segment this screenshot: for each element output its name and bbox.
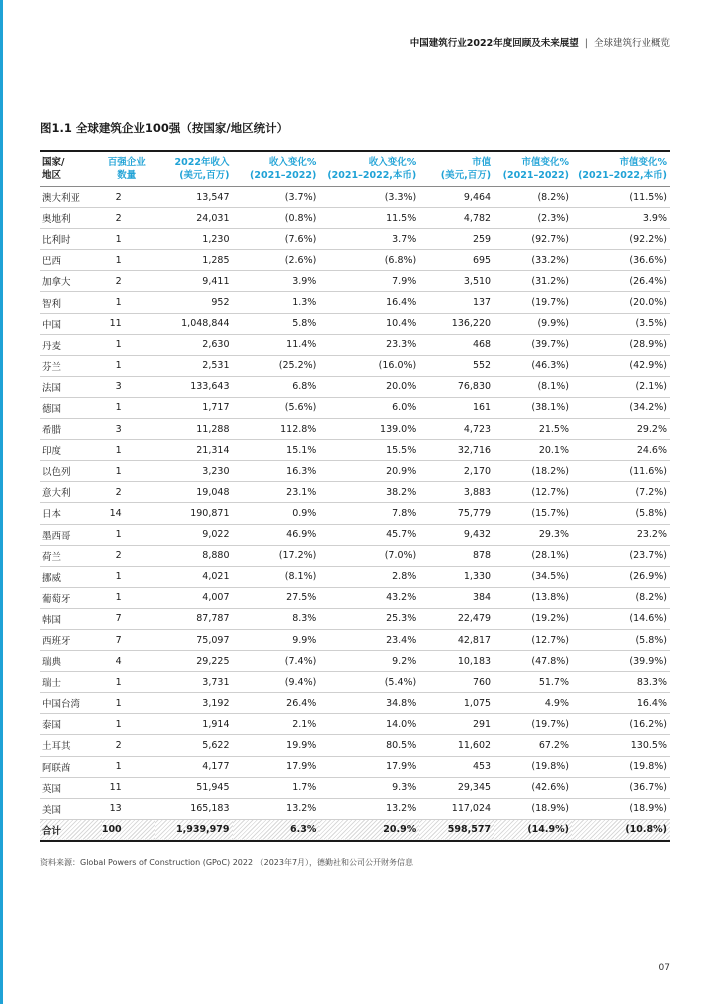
value-cell: (8.1%)	[233, 566, 320, 587]
value-cell: 161	[419, 397, 494, 418]
value-cell: 2	[102, 482, 155, 503]
table-row	[40, 292, 670, 313]
value-cell: 1,717	[155, 397, 233, 418]
value-cell: 29,345	[419, 777, 494, 798]
value-cell: 695	[419, 250, 494, 271]
value-cell: 80.5%	[319, 735, 419, 756]
value-cell: 11,288	[155, 419, 233, 440]
value-cell: (7.0%)	[319, 545, 419, 566]
table-row	[40, 397, 670, 418]
header-cell: 市值变化% (2021–2022,本币)	[572, 151, 670, 187]
value-cell: 1	[102, 250, 155, 271]
value-cell: 19,048	[155, 482, 233, 503]
value-cell: 20.9%	[319, 819, 419, 841]
value-cell: 32,716	[419, 440, 494, 461]
country-cell: 合计	[40, 819, 102, 841]
value-cell: (31.2%)	[494, 271, 572, 292]
value-cell: (9.4%)	[233, 672, 320, 693]
value-cell: (5.8%)	[572, 503, 670, 524]
value-cell: 136,220	[419, 313, 494, 334]
value-cell: 190,871	[155, 503, 233, 524]
value-cell: (7.2%)	[572, 482, 670, 503]
value-cell: 9,411	[155, 271, 233, 292]
value-cell: 16.4%	[319, 292, 419, 313]
value-cell: 1,330	[419, 566, 494, 587]
value-cell: 112.8%	[233, 419, 320, 440]
value-cell: 11.5%	[319, 208, 419, 229]
value-cell: 42,817	[419, 629, 494, 650]
value-cell: (5.6%)	[233, 397, 320, 418]
value-cell: 878	[419, 545, 494, 566]
value-cell: 9,464	[419, 187, 494, 208]
value-cell: 1	[102, 714, 155, 735]
value-cell: 4,782	[419, 208, 494, 229]
value-cell: 2,170	[419, 461, 494, 482]
value-cell: 1	[102, 461, 155, 482]
value-cell: 16.4%	[572, 693, 670, 714]
country-cell: 瑞士	[40, 672, 102, 693]
value-cell: 23.3%	[319, 334, 419, 355]
value-cell: 67.2%	[494, 735, 572, 756]
page-header	[410, 35, 670, 49]
value-cell: (19.2%)	[494, 608, 572, 629]
table-row	[40, 735, 670, 756]
country-cell: 葡萄牙	[40, 587, 102, 608]
value-cell: 1	[102, 524, 155, 545]
value-cell: 10.4%	[319, 313, 419, 334]
table-row	[40, 608, 670, 629]
value-cell: (3.3%)	[319, 187, 419, 208]
value-cell: (7.4%)	[233, 651, 320, 672]
value-cell: 5,622	[155, 735, 233, 756]
value-cell: (23.7%)	[572, 545, 670, 566]
value-cell: (16.2%)	[572, 714, 670, 735]
value-cell: 19.9%	[233, 735, 320, 756]
value-cell: 6.0%	[319, 397, 419, 418]
value-cell: (18.9%)	[494, 798, 572, 819]
value-cell: 51.7%	[494, 672, 572, 693]
value-cell: (28.1%)	[494, 545, 572, 566]
header-cell: 百强企业 数量	[102, 151, 155, 187]
value-cell: 1	[102, 397, 155, 418]
header-section: 全球建筑行业概览	[593, 38, 670, 49]
value-cell: 26.4%	[233, 693, 320, 714]
table-row	[40, 693, 670, 714]
value-cell: 100	[102, 819, 155, 841]
value-cell: 21.5%	[494, 419, 572, 440]
value-cell: 9.3%	[319, 777, 419, 798]
value-cell: 7.9%	[319, 271, 419, 292]
country-stats-table	[40, 150, 670, 842]
value-cell: 11,602	[419, 735, 494, 756]
value-cell: (14.6%)	[572, 608, 670, 629]
value-cell: 11	[102, 777, 155, 798]
value-cell: 291	[419, 714, 494, 735]
value-cell: 2	[102, 735, 155, 756]
table-row	[40, 566, 670, 587]
value-cell: (2.3%)	[494, 208, 572, 229]
value-cell: 21,314	[155, 440, 233, 461]
value-cell: 23.1%	[233, 482, 320, 503]
value-cell: 34.8%	[319, 693, 419, 714]
value-cell: 1	[102, 756, 155, 777]
table-row	[40, 461, 670, 482]
value-cell: (18.9%)	[572, 798, 670, 819]
country-cell: 希腊	[40, 419, 102, 440]
value-cell: 17.9%	[319, 756, 419, 777]
value-cell: 3.9%	[572, 208, 670, 229]
value-cell: (47.8%)	[494, 651, 572, 672]
value-cell: 1,075	[419, 693, 494, 714]
country-cell: 英国	[40, 777, 102, 798]
country-cell: 奥地利	[40, 208, 102, 229]
country-cell: 比利时	[40, 229, 102, 250]
value-cell: 20.9%	[319, 461, 419, 482]
table-row	[40, 355, 670, 376]
value-cell: 453	[419, 756, 494, 777]
value-cell: 1,914	[155, 714, 233, 735]
value-cell: 20.0%	[319, 376, 419, 397]
value-cell: 24.6%	[572, 440, 670, 461]
value-cell: 87,787	[155, 608, 233, 629]
value-cell: (2.6%)	[233, 250, 320, 271]
value-cell: (15.7%)	[494, 503, 572, 524]
value-cell: 7.8%	[319, 503, 419, 524]
value-cell: (12.7%)	[494, 629, 572, 650]
value-cell: 6.8%	[233, 376, 320, 397]
value-cell: 23.2%	[572, 524, 670, 545]
value-cell: 16.3%	[233, 461, 320, 482]
value-cell: 1,230	[155, 229, 233, 250]
value-cell: (16.0%)	[319, 355, 419, 376]
country-cell: 西班牙	[40, 629, 102, 650]
value-cell: 14.0%	[319, 714, 419, 735]
value-cell: (34.5%)	[494, 566, 572, 587]
country-cell: 土耳其	[40, 735, 102, 756]
country-cell: 澳大利亚	[40, 187, 102, 208]
value-cell: 1	[102, 672, 155, 693]
value-cell: 9.9%	[233, 629, 320, 650]
value-cell: 4,021	[155, 566, 233, 587]
country-cell: 美国	[40, 798, 102, 819]
value-cell: 598,577	[419, 819, 494, 841]
value-cell: (46.3%)	[494, 355, 572, 376]
value-cell: (33.2%)	[494, 250, 572, 271]
value-cell: (13.8%)	[494, 587, 572, 608]
country-cell: 中国	[40, 313, 102, 334]
value-cell: 3	[102, 419, 155, 440]
header-cell: 国家/ 地区	[40, 151, 102, 187]
header-cell: 市值变化% (2021–2022)	[494, 151, 572, 187]
value-cell: 1	[102, 566, 155, 587]
value-cell: (42.6%)	[494, 777, 572, 798]
value-cell: (19.7%)	[494, 714, 572, 735]
value-cell: 1.7%	[233, 777, 320, 798]
value-cell: 24,031	[155, 208, 233, 229]
value-cell: 13,547	[155, 187, 233, 208]
value-cell: 384	[419, 587, 494, 608]
value-cell: 4,723	[419, 419, 494, 440]
value-cell: (11.6%)	[572, 461, 670, 482]
value-cell: 22,479	[419, 608, 494, 629]
source-note: 资料来源：Global Powers of Construction (GPoC) 2022 （2023年7月），德勤社和公司公开财务信息	[40, 858, 414, 867]
value-cell: 259	[419, 229, 494, 250]
value-cell: (92.2%)	[572, 229, 670, 250]
value-cell: 3,883	[419, 482, 494, 503]
value-cell: 2	[102, 545, 155, 566]
figure-title: 图1.1 全球建筑企业100强（按国家/地区统计）	[40, 121, 289, 135]
country-cell: 日本	[40, 503, 102, 524]
value-cell: 15.5%	[319, 440, 419, 461]
value-cell: 3,230	[155, 461, 233, 482]
table-row	[40, 208, 670, 229]
value-cell: 760	[419, 672, 494, 693]
value-cell: 29.2%	[572, 419, 670, 440]
value-cell: 3,731	[155, 672, 233, 693]
value-cell: 76,830	[419, 376, 494, 397]
value-cell: 2,630	[155, 334, 233, 355]
value-cell: 4	[102, 651, 155, 672]
value-cell: 17.9%	[233, 756, 320, 777]
table-row	[40, 376, 670, 397]
value-cell: 3.7%	[319, 229, 419, 250]
country-cell: 印度	[40, 440, 102, 461]
table-row	[40, 440, 670, 461]
value-cell: (36.7%)	[572, 777, 670, 798]
table-row	[40, 672, 670, 693]
value-cell: 15.1%	[233, 440, 320, 461]
table-row	[40, 756, 670, 777]
value-cell: 13	[102, 798, 155, 819]
country-cell: 意大利	[40, 482, 102, 503]
table-row	[40, 503, 670, 524]
table-row	[40, 629, 670, 650]
value-cell: 13.2%	[319, 798, 419, 819]
country-cell: 法国	[40, 376, 102, 397]
value-cell: 117,024	[419, 798, 494, 819]
value-cell: (5.8%)	[572, 629, 670, 650]
value-cell: 1	[102, 355, 155, 376]
table-body	[40, 187, 670, 841]
value-cell: (26.4%)	[572, 271, 670, 292]
value-cell: 6.3%	[233, 819, 320, 841]
header-separator: |	[584, 38, 588, 49]
country-cell: 丹麦	[40, 334, 102, 355]
value-cell: 139.0%	[319, 419, 419, 440]
value-cell: (92.7%)	[494, 229, 572, 250]
value-cell: 1.3%	[233, 292, 320, 313]
table-row	[40, 271, 670, 292]
table-row	[40, 482, 670, 503]
value-cell: (20.0%)	[572, 292, 670, 313]
value-cell: (42.9%)	[572, 355, 670, 376]
value-cell: (19.7%)	[494, 292, 572, 313]
value-cell: 1,285	[155, 250, 233, 271]
table-row	[40, 587, 670, 608]
table-row	[40, 250, 670, 271]
header-cell: 收入变化% (2021–2022,本币)	[319, 151, 419, 187]
value-cell: (5.4%)	[319, 672, 419, 693]
value-cell: 8.3%	[233, 608, 320, 629]
table-row	[40, 419, 670, 440]
value-cell: (7.6%)	[233, 229, 320, 250]
value-cell: 27.5%	[233, 587, 320, 608]
value-cell: 83.3%	[572, 672, 670, 693]
table-row	[40, 714, 670, 735]
value-cell: 45.7%	[319, 524, 419, 545]
value-cell: 9,432	[419, 524, 494, 545]
table-row	[40, 777, 670, 798]
header-doc-title: 中国建筑行业2022年度回顾及未来展望	[409, 38, 579, 49]
value-cell: 25.3%	[319, 608, 419, 629]
value-cell: 1	[102, 334, 155, 355]
value-cell: 10,183	[419, 651, 494, 672]
value-cell: 43.2%	[319, 587, 419, 608]
value-cell: (10.8%)	[572, 819, 670, 841]
value-cell: 3,192	[155, 693, 233, 714]
country-cell: 荷兰	[40, 545, 102, 566]
value-cell: 4,177	[155, 756, 233, 777]
page-number: 07	[658, 963, 670, 973]
value-cell: 1	[102, 440, 155, 461]
value-cell: 7	[102, 608, 155, 629]
value-cell: (0.8%)	[233, 208, 320, 229]
left-accent-bar	[0, 0, 3, 1004]
value-cell: 552	[419, 355, 494, 376]
country-cell: 挪威	[40, 566, 102, 587]
value-cell: (28.9%)	[572, 334, 670, 355]
value-cell: 1	[102, 693, 155, 714]
value-cell: 20.1%	[494, 440, 572, 461]
value-cell: (2.1%)	[572, 376, 670, 397]
table-header-row	[40, 151, 670, 187]
country-cell: 德国	[40, 397, 102, 418]
value-cell: (17.2%)	[233, 545, 320, 566]
value-cell: 165,183	[155, 798, 233, 819]
country-cell: 韩国	[40, 608, 102, 629]
value-cell: (26.9%)	[572, 566, 670, 587]
value-cell: 130.5%	[572, 735, 670, 756]
value-cell: 46.9%	[233, 524, 320, 545]
table-row	[40, 798, 670, 819]
value-cell: 1	[102, 229, 155, 250]
value-cell: 4,007	[155, 587, 233, 608]
value-cell: 4.9%	[494, 693, 572, 714]
value-cell: 8,880	[155, 545, 233, 566]
table-row	[40, 229, 670, 250]
value-cell: 7	[102, 629, 155, 650]
value-cell: 14	[102, 503, 155, 524]
value-cell: (8.2%)	[494, 187, 572, 208]
table-row	[40, 334, 670, 355]
value-cell: (14.9%)	[494, 819, 572, 841]
value-cell: (11.5%)	[572, 187, 670, 208]
value-cell: (19.8%)	[572, 756, 670, 777]
value-cell: (6.8%)	[319, 250, 419, 271]
value-cell: (39.9%)	[572, 651, 670, 672]
value-cell: 1,048,844	[155, 313, 233, 334]
table-total-row	[40, 819, 670, 841]
value-cell: 13.2%	[233, 798, 320, 819]
table-row	[40, 187, 670, 208]
value-cell: (38.1%)	[494, 397, 572, 418]
value-cell: 75,779	[419, 503, 494, 524]
value-cell: 11	[102, 313, 155, 334]
value-cell: 133,643	[155, 376, 233, 397]
value-cell: (34.2%)	[572, 397, 670, 418]
value-cell: 5.8%	[233, 313, 320, 334]
value-cell: (3.7%)	[233, 187, 320, 208]
value-cell: 1,939,979	[155, 819, 233, 841]
value-cell: 2	[102, 187, 155, 208]
country-cell: 芬兰	[40, 355, 102, 376]
value-cell: (3.5%)	[572, 313, 670, 334]
value-cell: 3.9%	[233, 271, 320, 292]
value-cell: (9.9%)	[494, 313, 572, 334]
value-cell: 2	[102, 271, 155, 292]
value-cell: (8.2%)	[572, 587, 670, 608]
value-cell: 468	[419, 334, 494, 355]
value-cell: 1	[102, 292, 155, 313]
table-row	[40, 313, 670, 334]
value-cell: 3	[102, 376, 155, 397]
country-cell: 以色列	[40, 461, 102, 482]
value-cell: (19.8%)	[494, 756, 572, 777]
country-cell: 巴西	[40, 250, 102, 271]
country-cell: 瑞典	[40, 651, 102, 672]
value-cell: (25.2%)	[233, 355, 320, 376]
value-cell: 2,531	[155, 355, 233, 376]
value-cell: 38.2%	[319, 482, 419, 503]
value-cell: 29.3%	[494, 524, 572, 545]
table-row	[40, 545, 670, 566]
table-row	[40, 651, 670, 672]
header-cell: 市值 (美元,百万)	[419, 151, 494, 187]
value-cell: (36.6%)	[572, 250, 670, 271]
value-cell: 75,097	[155, 629, 233, 650]
country-cell: 中国台湾	[40, 693, 102, 714]
value-cell: 2.8%	[319, 566, 419, 587]
value-cell: 0.9%	[233, 503, 320, 524]
table-row	[40, 524, 670, 545]
value-cell: 3,510	[419, 271, 494, 292]
value-cell: 1	[102, 587, 155, 608]
country-cell: 阿联酋	[40, 756, 102, 777]
value-cell: 29,225	[155, 651, 233, 672]
value-cell: 2.1%	[233, 714, 320, 735]
value-cell: 137	[419, 292, 494, 313]
header-cell: 收入变化% (2021–2022)	[233, 151, 320, 187]
country-cell: 加拿大	[40, 271, 102, 292]
value-cell: 23.4%	[319, 629, 419, 650]
country-cell: 智利	[40, 292, 102, 313]
country-cell: 墨西哥	[40, 524, 102, 545]
value-cell: (39.7%)	[494, 334, 572, 355]
country-cell: 泰国	[40, 714, 102, 735]
header-cell: 2022年收入 (美元,百万)	[155, 151, 233, 187]
value-cell: 11.4%	[233, 334, 320, 355]
value-cell: 9.2%	[319, 651, 419, 672]
value-cell: 952	[155, 292, 233, 313]
value-cell: (18.2%)	[494, 461, 572, 482]
value-cell: (12.7%)	[494, 482, 572, 503]
value-cell: 2	[102, 208, 155, 229]
value-cell: 51,945	[155, 777, 233, 798]
value-cell: (8.1%)	[494, 376, 572, 397]
value-cell: 9,022	[155, 524, 233, 545]
